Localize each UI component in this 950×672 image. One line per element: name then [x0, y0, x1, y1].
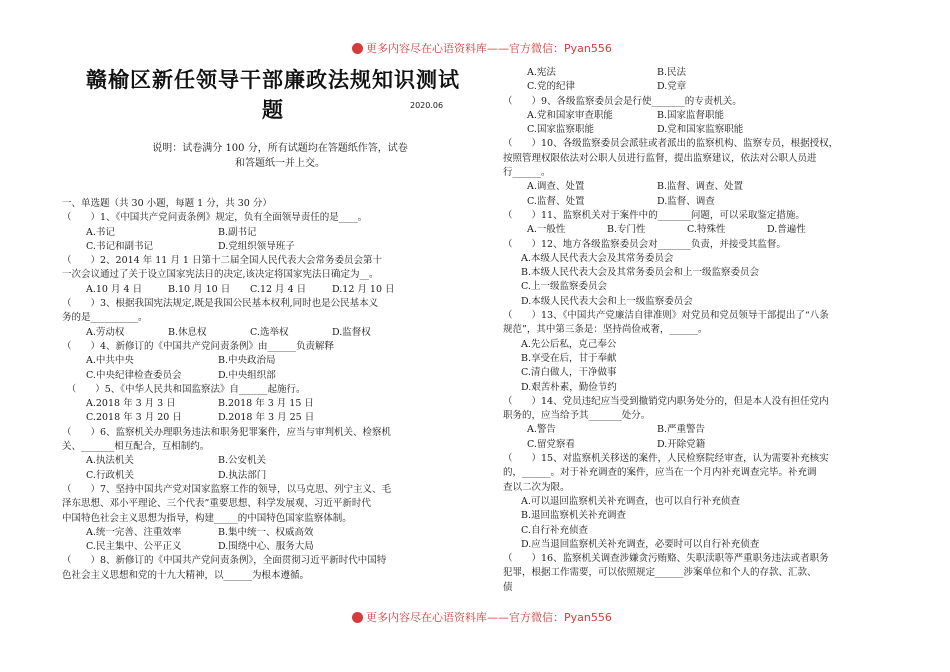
answer-option: A.一般性	[527, 224, 566, 236]
answer-options-row	[62, 354, 430, 368]
question-text-line: 泽东思想、邓小平理论、三个代表”重要思想、科学发展观、习近平新时代	[62, 498, 371, 510]
answer-option: B.享受在后，甘于奉献	[521, 352, 617, 364]
answer-option: D.艰苦朴素，勤俭节约	[521, 381, 617, 393]
question-text-line: （ ）3、根据我国宪法规定,既是我国公民基本权利,同时也是公民基本义	[62, 298, 379, 310]
brand-logo-icon	[352, 43, 363, 54]
answer-option: D.中央组织部	[218, 369, 276, 381]
left-column	[62, 197, 430, 583]
answer-option: B.2018 年 3 月 15 日	[218, 398, 314, 410]
answer-option: D.监督、调查	[657, 195, 715, 207]
answer-option: C.党的纪律	[527, 81, 575, 93]
answer-options-row	[62, 326, 430, 340]
answer-option: D.党组织领导班子	[218, 240, 295, 252]
answer-option: A.劳动权	[86, 326, 125, 338]
answer-options-row	[503, 123, 883, 137]
answer-option: D.开除党籍	[657, 438, 706, 450]
answer-option: B.退回监察机关补充调查	[521, 510, 627, 522]
answer-option: B.副书记	[218, 226, 257, 238]
answer-option: A.统一完善、注重效率	[86, 526, 182, 538]
question-text-line: （ ）1、《中国共产党问责条例》规定，负有全面领导责任的是____。	[62, 212, 368, 224]
question-text-line: （ ）7、坚持中国共产党对国家监察工作的领导，以马克思、列宁主义、毛	[62, 483, 392, 495]
answer-option: D.12 月 10 日	[332, 283, 395, 295]
question-text-line: 行______。	[503, 167, 551, 179]
answer-option: A.调查、处置	[527, 181, 585, 193]
answer-option: C.清白做人，干净做事	[521, 367, 617, 379]
answer-options-row	[62, 226, 430, 240]
right-column	[503, 66, 883, 595]
answer-option: D.党章	[657, 81, 687, 93]
answer-option: D.本级人民代表大会和上一级监察委员会	[521, 295, 693, 307]
answer-options-row	[503, 195, 883, 209]
question-text-line: 关、_______相互配合，互相制约。	[62, 441, 210, 453]
watermark-text: 更多内容尽在心语资料库——官方微信：Pyan556	[366, 611, 612, 624]
answer-option: A.先公后私，克己奉公	[521, 338, 617, 350]
question-text-line: （ ）5、《中华人民共和国监察法》自______起施行。	[62, 383, 306, 395]
question-text-line: （ ）14、党员违纪应当受到撤销党内职务处分的，但是本人没有担任党内	[503, 395, 829, 407]
watermark-bottom	[352, 609, 612, 625]
answer-option: C.民主集中、公平正义	[86, 541, 182, 553]
question-text-line: 查以二次为限。	[503, 481, 570, 493]
answer-options-row	[503, 438, 883, 452]
answer-option: B.监督、调查、处置	[657, 181, 744, 193]
answer-option: C.监督、处置	[527, 195, 585, 207]
answer-options-row	[62, 454, 430, 468]
answer-option: C.12 月 4 日	[250, 283, 307, 295]
answer-option: B.公安机关	[218, 455, 267, 467]
answer-option: C.留党察看	[527, 438, 575, 450]
question-text-line: （ ）16、监察机关调查涉嫌贪污贿赂、失职渎职等严重职务违法或者职务	[503, 553, 829, 565]
answer-option: B.休息权	[168, 326, 207, 338]
question-text-line: 规范”，其中第三条是：坚持尚俭戒奢，______。	[503, 324, 708, 336]
answer-option: C.自行补充侦查	[521, 524, 588, 536]
answer-option: D.执法部门	[218, 469, 267, 481]
answer-options-row	[503, 180, 883, 194]
watermark-top	[352, 40, 612, 56]
question-text-line: （ ）11、监察机关对于案件中的_______问题，可以采取鉴定措施。	[503, 209, 805, 221]
answer-option: D.围绕中心、服务大局	[218, 541, 314, 553]
question-text-line: 一、单选题（共 30 小题，每题 1 分，共 30 分）	[62, 198, 272, 209]
question-text-line: 按照管理权限依法对公职人员进行监督，提出监察建议，依法对公职人员进	[503, 152, 817, 164]
question-text-line: 的，______。对于补充调查的案件，应当在一个月内补充调查完毕。补充调	[503, 467, 817, 479]
answer-options-row	[62, 526, 430, 540]
answer-option: C.行政机关	[86, 469, 134, 481]
instructions-note	[120, 141, 440, 171]
answer-options-row	[503, 423, 883, 437]
answer-option: C.中央纪律检查委员会	[86, 369, 182, 381]
answer-option: B.中央政治局	[218, 355, 276, 367]
answer-options-row	[503, 80, 883, 94]
question-text-line: 中国特色社会主义思想为指导，构建_____的中国特色国家监察体制。	[62, 512, 352, 524]
answer-option: C.选举权	[250, 326, 289, 338]
question-text-line: （ ）2、2014 年 11 月 1 日第十二届全国人民代表大会常务委员会第十	[62, 255, 382, 267]
answer-option: A.10 月 4 日	[86, 283, 143, 295]
instructions-line: 和答题纸一并上交。	[235, 158, 325, 169]
question-text-line: （ ）12、地方各级监察委员会对_______负责，并接受其监督。	[503, 238, 786, 250]
question-text-line: 犯罪，根据工作需要，可以依照规定______涉案单位和个人的存款、汇款、	[503, 567, 817, 579]
answer-option: D.2018 年 3 月 25 日	[218, 412, 315, 424]
answer-option: D.监督权	[332, 326, 371, 338]
answer-options-row	[62, 397, 430, 411]
question-text-line: 债	[503, 581, 513, 593]
answer-option: B.集中统一、权威高效	[218, 526, 314, 538]
question-text-line: （ ）13、《中国共产党廉洁自律准则》对党员和党员领导干部提出了“八条	[503, 310, 829, 322]
document-date: 2020.06	[410, 101, 444, 110]
answer-option: B.民法	[657, 67, 687, 78]
answer-option: D.应当退回监察机关补充调查，必要时可以自行补充侦查	[521, 538, 760, 550]
answer-options-row	[62, 540, 430, 554]
question-text-line: （ ）4、新修订的《中国共产党问责条例》由______负责解释	[62, 340, 335, 352]
answer-option: B.10 月 10 日	[168, 283, 231, 295]
answer-option: A.书记	[86, 226, 115, 238]
question-text-line: （ ）9、各级监察委员会是行使_______的专责机关。	[503, 95, 742, 107]
brand-logo-icon	[352, 612, 363, 623]
answer-option: B.国家监督职能	[657, 109, 725, 121]
answer-option: A.2018 年 3 月 3 日	[86, 398, 176, 410]
answer-option: C.上一级监察委员会	[521, 281, 607, 293]
answer-option: B.严重警告	[657, 424, 706, 436]
answer-option: A.可以退回监察机关补充调查，也可以自行补充侦查	[521, 495, 740, 507]
question-text-line: 一次会议通过了关于设立国家宪法日的决定,该决定将国家宪法日确定为__。	[62, 269, 379, 281]
question-text-line: （ ）15、对监察机关移送的案件，人民检察院经审查，认为需要补充核实	[503, 453, 829, 465]
answer-options-row	[62, 283, 430, 297]
answer-option: A.宪法	[527, 67, 556, 78]
answer-options-row	[62, 369, 430, 383]
answer-option: A.执法机关	[86, 455, 134, 467]
answer-option: C.特殊性	[687, 224, 726, 236]
answer-options-row	[503, 66, 883, 80]
document-title: 赣榆区新任领导干部廉政法规知识测试题	[86, 67, 460, 122]
answer-option: A.警告	[527, 424, 556, 436]
answer-option: C.国家监察职能	[527, 124, 594, 136]
answer-option: A.本级人民代表大会及其常务委员会	[521, 252, 674, 264]
answer-options-row	[503, 109, 883, 123]
answer-options-row	[62, 469, 430, 483]
question-text-line: 职务的，应当给予其_______处分。	[503, 410, 651, 422]
question-text-line: （ ）10、各级监察委员会派驻或者派出的监察机构、监察专员，根据授权，	[503, 138, 839, 150]
answer-option: A.中共中央	[86, 355, 134, 367]
answer-option: C.2018 年 3 月 20 日	[86, 412, 182, 424]
answer-options-row	[62, 411, 430, 425]
question-text-line: （ ）8、新修订的《中国共产党问责条例》，全面贯彻习近平新时代中国特	[62, 555, 387, 567]
question-text-line: （ ）6、监察机关办理职务违法和职务犯罪案件，应当与审判机关、检察机	[62, 426, 392, 438]
answer-option: B.专门性	[607, 224, 646, 236]
answer-option: D.党和国家监察职能	[657, 124, 744, 136]
question-text-line: 务的是__________。	[62, 312, 148, 324]
watermark-text: 更多内容尽在心语资料库——官方微信：Pyan556	[366, 42, 612, 55]
answer-option: A.党和国家审查职能	[527, 109, 613, 121]
answer-option: D.普遍性	[767, 224, 806, 236]
answer-options-row	[62, 240, 430, 254]
instructions-line: 说明：试卷满分 100 分，所有试题均在答题纸作答，试卷	[152, 143, 408, 154]
question-text-line: 色社会主义思想和党的十九大精神，以______为根本遵循。	[62, 569, 310, 581]
answer-options-row	[503, 223, 883, 237]
answer-option: C.书记和副书记	[86, 240, 153, 252]
answer-option: B.本级人民代表大会及其常务委员会和上一级监察委员会	[521, 267, 760, 279]
